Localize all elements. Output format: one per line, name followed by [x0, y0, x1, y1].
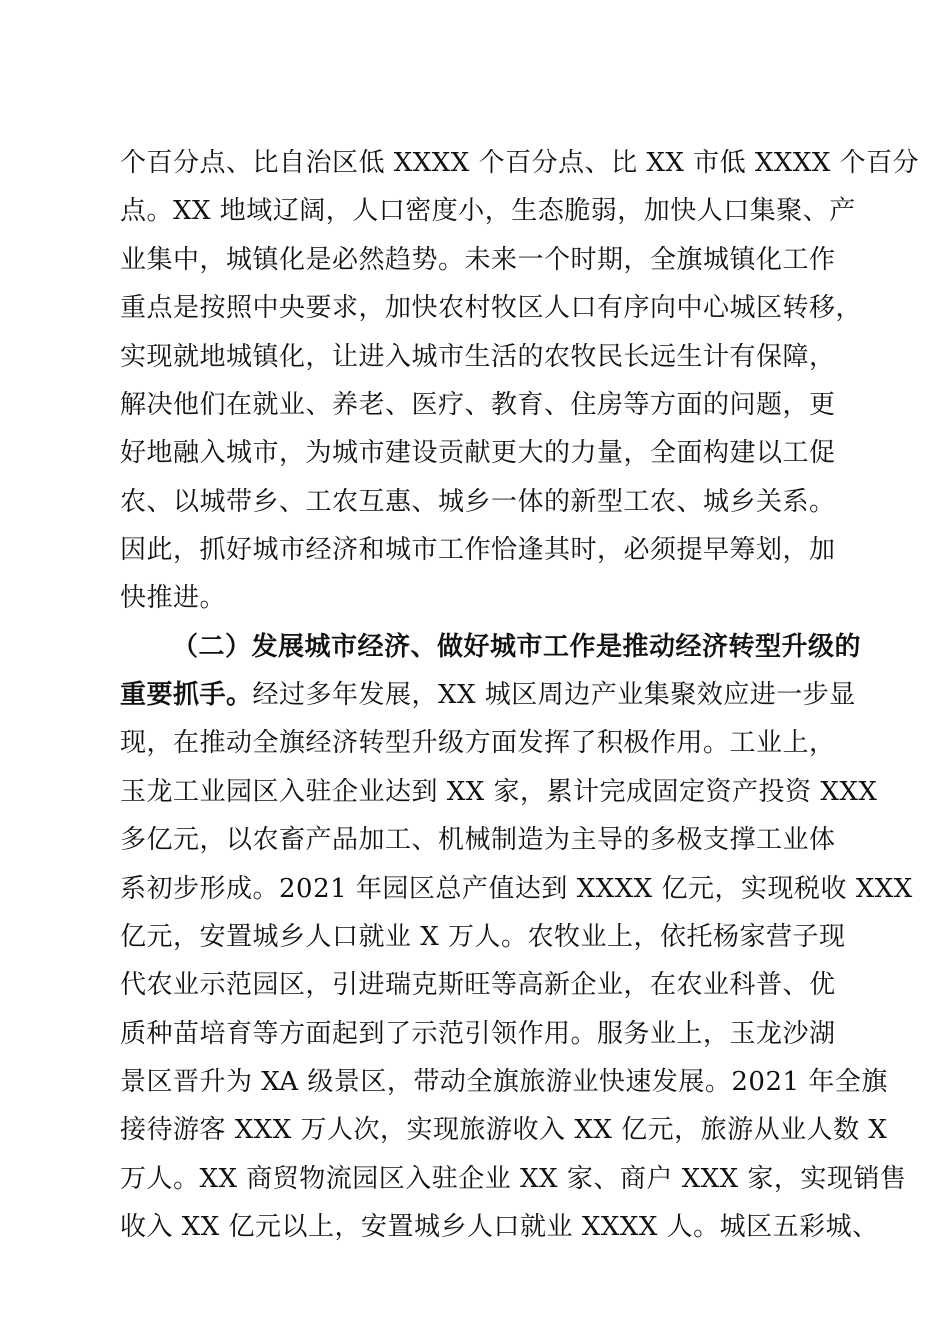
paragraph-line: 因此，抓好城市经济和城市工作恰逢其时，必须提早筹划，加 [120, 535, 836, 565]
paragraph-line: 业集中，城镇化是必然趋势。未来一个时期，全旗城镇化工作 [120, 245, 836, 275]
paragraph-line: 实现就地城镇化，让进入城市生活的农牧民长远生计有保障， [120, 342, 836, 372]
paragraph-line: 多亿元，以农畜产品加工、机械制造为主导的多极支撑工业体 [120, 825, 836, 855]
paragraph-line: 玉龙工业园区入驻企业达到 XX 家，累计完成固定资产投资 XXX [120, 777, 878, 807]
paragraph-line: 亿元，安置城乡人口就业 X 万人。农牧业上，依托杨家营子现 [120, 922, 846, 952]
section-heading-end: 重要抓手。 [120, 680, 253, 710]
paragraph-line: 点。XX 地域辽阔，人口密度小，生态脆弱，加快人口集聚、产 [120, 196, 856, 226]
section-heading-continuation [120, 675, 856, 715]
paragraph-line: 代农业示范园区，引进瑞克斯旺等高新企业，在农业科普、优 [120, 970, 836, 1000]
paragraph-line: 质种苗培育等方面起到了示范引领作用。服务业上，玉龙沙湖 [120, 1019, 836, 1049]
paragraph-line: 万人。XX 商贸物流园区入驻企业 XX 家、商户 XXX 家，实现销售 [120, 1164, 907, 1194]
paragraph-line: 系初步形成。2021 年园区总产值达到 XXXX 亿元，实现税收 XXX [120, 874, 913, 904]
paragraph-line: 好地融入城市，为城市建设贡献更大的力量，全面构建以工促 [120, 438, 836, 468]
paragraph-line: 景区晋升为 XA 级景区，带动全旗旅游业快速发展。2021 年全旗 [120, 1067, 888, 1097]
section-heading: （二）发展城市经济、做好城市工作是推动经济转型升级的 [172, 632, 862, 662]
paragraph-line: 接待游客 XXX 万人次，实现旅游收入 XX 亿元，旅游从业人数 X [120, 1115, 888, 1145]
paragraph-line: 重点是按照中央要求，加快农村牧区人口有序向中心城区转移， [120, 293, 863, 323]
paragraph-line: 现，在推动全旗经济转型升级方面发挥了积极作用。工业上， [120, 728, 836, 758]
paragraph-line: 个百分点、比自治区低 XXXX 个百分点、比 XX 市低 XXXX 个百分 [120, 148, 920, 178]
paragraph-line: 农、以城带乡、工农互惠、城乡一体的新型工农、城乡关系。 [120, 487, 836, 517]
paragraph-line: 解决他们在就业、养老、医疗、教育、住房等方面的问题，更 [120, 390, 836, 420]
paragraph-line: 快推进。 [120, 583, 227, 613]
paragraph-text: 经过多年发展，XX 城区周边产业集聚效应进一步显 [252, 680, 856, 710]
paragraph-line: 收入 XX 亿元以上，安置城乡人口就业 XXXX 人。城区五彩城、 [120, 1212, 879, 1242]
